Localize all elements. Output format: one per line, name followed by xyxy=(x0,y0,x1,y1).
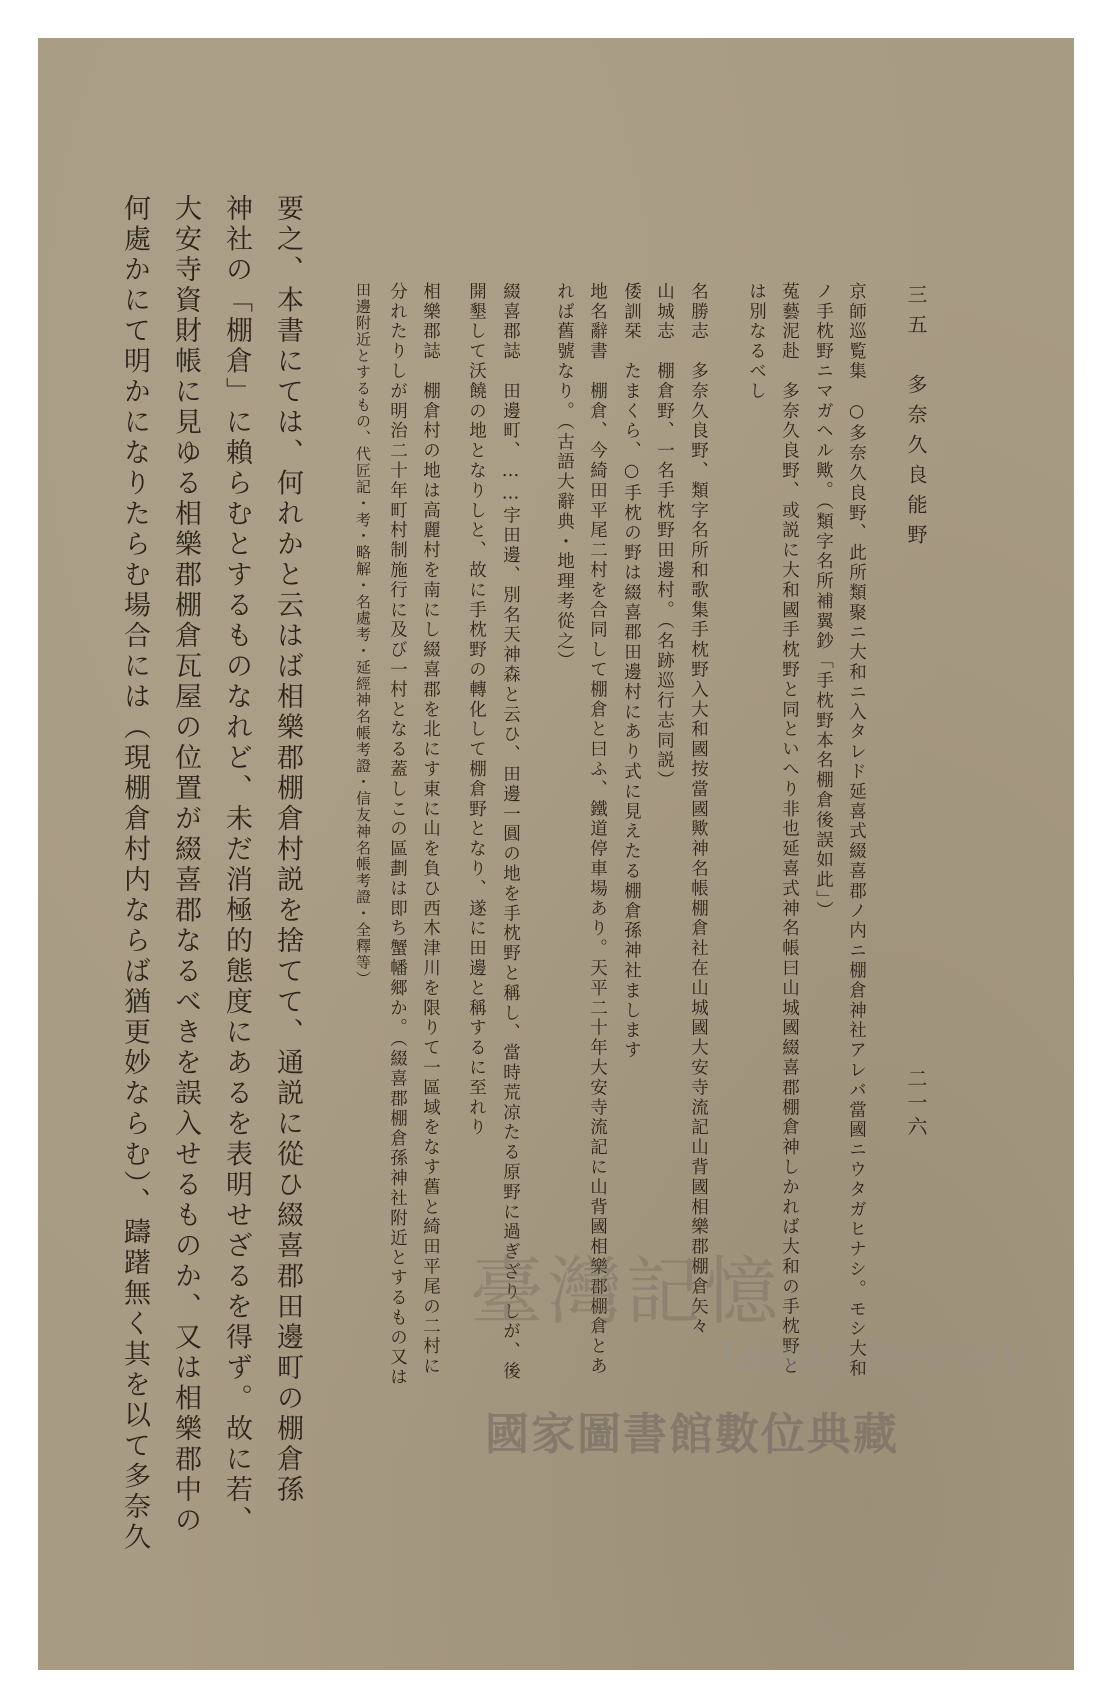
citation-line: 地名辭書 棚倉、今綺田平尾二村を合同して棚倉と曰ふ、鐵道停車場あり。天平二十年大安寺流記に山背國相樂郡棚倉とあ xyxy=(587,282,608,1377)
body-line: 大安寺資財帳に見ゆる相樂郡棚倉瓦屋の位置が綴喜郡なるべきを誤入せるものか、又は相樂郡中の xyxy=(170,194,201,1536)
citation-line: 田邊附近とするもの、代匠記・考・略解・名處考・延經神名帳考證・信友神名帳考證・全釋等） xyxy=(354,282,372,988)
citation-line: れば舊號なり。（古語大辭典・地理考從之） xyxy=(554,282,575,672)
body-line: 神社の「棚倉」に賴らむとするものなれど、未だ消極的態度にあるを表明せざるを得ず。故に若、 xyxy=(221,194,252,1536)
citation-line: 倭訓栞 たまくら、○手枕の野は綴喜郡田邊村にあり式に見えたる棚倉孫神社まします xyxy=(621,282,642,1061)
body-line: 何處かにて明かになりたらむ場合には（現棚倉村内ならば猶更妙ならむ）、躊躇無く其を以て多奈久 xyxy=(119,194,150,1553)
body-line: 要之、本書にては、何れかと云はば相樂郡棚倉村説を捨てて、通説に從ひ綴喜郡田邊町の棚倉孫 xyxy=(272,194,303,1506)
citation-line: は別なるべし xyxy=(746,282,767,402)
citation-line: 山城志 棚倉野、一名手枕野田邊村。（名跡巡行志同説） xyxy=(654,282,675,791)
citation-line: 綴喜郡誌 田邊町、……宇田邊、別名天神森と云ひ、田邊一圓の地を手枕野と稱し、當時荒凉たる原野に過ぎざりしが、後 xyxy=(500,282,521,1382)
citation-line: 名勝志 多奈久良野、類字名所和歌集手枕野入大和國按當國歟神名帳棚倉社在山城國大安寺流記山背國相樂郡棚倉矢々 xyxy=(688,282,709,1337)
citation-line: 分れたりしが明治二十年町村制施行に及び一村となる蓋しこの區劃は即ち蟹幡郷か。（綴喜郡棚倉孫神社附近とするもの又は xyxy=(387,282,408,1388)
citation-line: 相樂郡誌 棚倉村の地は高麗村を南にし綴喜郡を北にす東に山を負ひ西木津川を限りて一區域をなす舊と綺田平尾の二村に xyxy=(420,282,441,1377)
section-title: 三五 多奈久良能野 xyxy=(904,284,928,554)
citation-line: 京師巡覧集 ○多奈久良野、此所類聚ニ大和ニ入タレド延喜式綴喜郡ノ内ニ棚倉神社アレバ當國ニウタガヒナシ。モシ大和 xyxy=(846,282,867,1379)
watermark-chinese: 臺灣記憶 xyxy=(470,1249,782,1335)
watermark-english: Taiwan Memory xyxy=(715,1333,1027,1379)
citation-line: 菟藝泥赴 多奈久良野、或説に大和國手枕野と同といへり非也延喜式神名帳曰山城國綴喜郡棚倉神しかれば大和の手枕野と xyxy=(779,282,800,1377)
scanned-page xyxy=(38,38,1074,1670)
citation-line: 開墾して沃饒の地となりしと、故に手枕野の轉化して棚倉野となり、遂に田邊と稱するに至れり xyxy=(466,282,487,1138)
page-number: 二一六 xyxy=(904,1068,928,1140)
watermark-library: 國家圖書館數位典藏 xyxy=(485,1409,899,1460)
citation-line: ノ手枕野ニマガヘル歟。（類字名所補翼鈔「手枕野本名棚倉後誤如此」） xyxy=(813,282,834,922)
